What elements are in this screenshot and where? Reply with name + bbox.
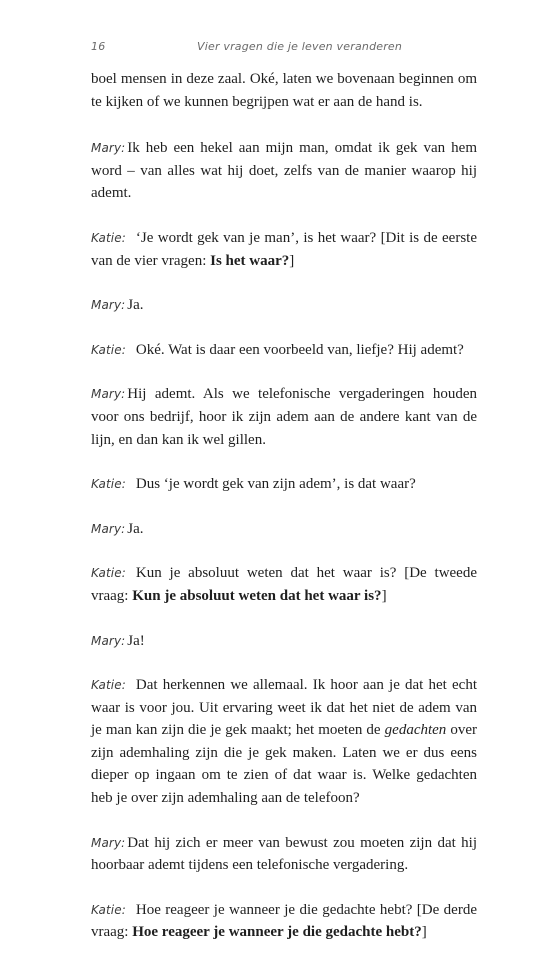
speaker-label: Mary:: [91, 387, 126, 402]
dialogue-turn-katie: [91, 562, 477, 607]
dialogue-turn-mary: [91, 294, 477, 317]
speaker-label: Mary:: [91, 521, 126, 536]
utterance-text: Hoe reageer je wanneer je die gedachte hebt? [De derde vraag:: [91, 901, 477, 941]
paragraph-text: boel mensen in deze zaal. Oké, laten we bovenaan beginnen om te kijken of we kunnen begrijpen wat er aan de hand is.: [91, 71, 477, 110]
utterance-text: Ja.: [127, 297, 144, 314]
speaker-label: Mary:: [91, 298, 126, 313]
question-emphasis: Hoe reageer je wanneer je die gedachte hebt?: [132, 924, 422, 941]
speaker-label: Mary:: [91, 835, 126, 850]
speaker-label: Katie:: [91, 230, 126, 245]
speaker-label: Katie:: [91, 342, 126, 357]
utterance-text-end: ]: [381, 587, 387, 604]
dialogue-turn-katie: [91, 674, 477, 810]
speaker-label: Katie:: [91, 566, 126, 581]
dialogue-turn-mary: [91, 630, 477, 653]
book-title: Vier vragen die je leven veranderen: [197, 40, 403, 53]
speaker-label: Mary:: [91, 633, 126, 648]
utterance-text: Dat hij zich er meer van bewust zou moeten zijn dat hij hoorbaar ademt tijdens een telefonische vergadering.: [91, 834, 477, 874]
speaker-label: Katie:: [91, 902, 126, 917]
dialogue-turn-mary: [91, 137, 477, 205]
utterance-text-end: ]: [289, 252, 295, 269]
utterance-text: Dus ‘je wordt gek van zijn adem’, is dat waar?: [135, 476, 416, 493]
dialogue-turn-katie: [91, 227, 477, 272]
question-emphasis: Kun je absoluut weten dat het waar is?: [132, 587, 382, 604]
dialogue-turn-katie: [91, 473, 477, 496]
utterance-text: Kun je absoluut weten dat het waar is? [De tweede vraag:: [91, 565, 477, 604]
dialogue-turn-mary: [91, 383, 477, 451]
utterance-text-end: ]: [421, 924, 427, 941]
dialogue-turn-katie: [91, 339, 477, 362]
dialogue-turn-mary: [91, 832, 477, 877]
speaker-label: Katie:: [91, 477, 126, 492]
page-number: 16: [91, 40, 106, 53]
question-emphasis: Is het waar?: [210, 252, 290, 269]
utterance-text: Oké. Wat is daar een voorbeeld van, liefje? Hij ademt?: [135, 341, 464, 358]
paragraph-continuation: [91, 68, 477, 113]
speaker-label: Mary:: [91, 141, 126, 156]
utterance-text: ‘Je wordt gek van je man’, is het waar? [Dit is de eerste van de vier vragen:: [91, 229, 477, 269]
utterance-text: Ik heb een hekel aan mijn man, omdat ik gek van hem word – van alles wat hij doet, zelfs van de manier waarop hij ademt.: [91, 140, 477, 202]
utterance-text: Hij ademt. Als we telefonische vergaderingen houden voor ons bedrijf, hoor ik zijn adem aan de andere kant van de lijn, en dan kan ik wel gillen.: [91, 386, 477, 448]
utterance-text-end: over zijn ademhaling zijn die je gek maken. Laten we er dus eens dieper op ingaan om te zien of dat waar is. Welke gedachten heb je over zijn ademhaling aan de telefoon?: [91, 722, 478, 807]
italic-emphasis: gedachten: [384, 722, 447, 739]
speaker-label: Katie:: [91, 678, 126, 693]
dialogue-turn-mary: [91, 518, 477, 541]
dialogue-text: [91, 68, 477, 966]
utterance-text: Dat herkennen we allemaal. Ik hoor aan je dat het echt waar is voor jou. Uit ervaring weet ik dat het niet de adem van je man kan zijn die je gek maakt; het moeten de: [91, 677, 477, 739]
utterance-text: Ja!: [127, 632, 145, 649]
dialogue-turn-katie: [91, 899, 477, 944]
utterance-text: Ja.: [127, 520, 144, 537]
